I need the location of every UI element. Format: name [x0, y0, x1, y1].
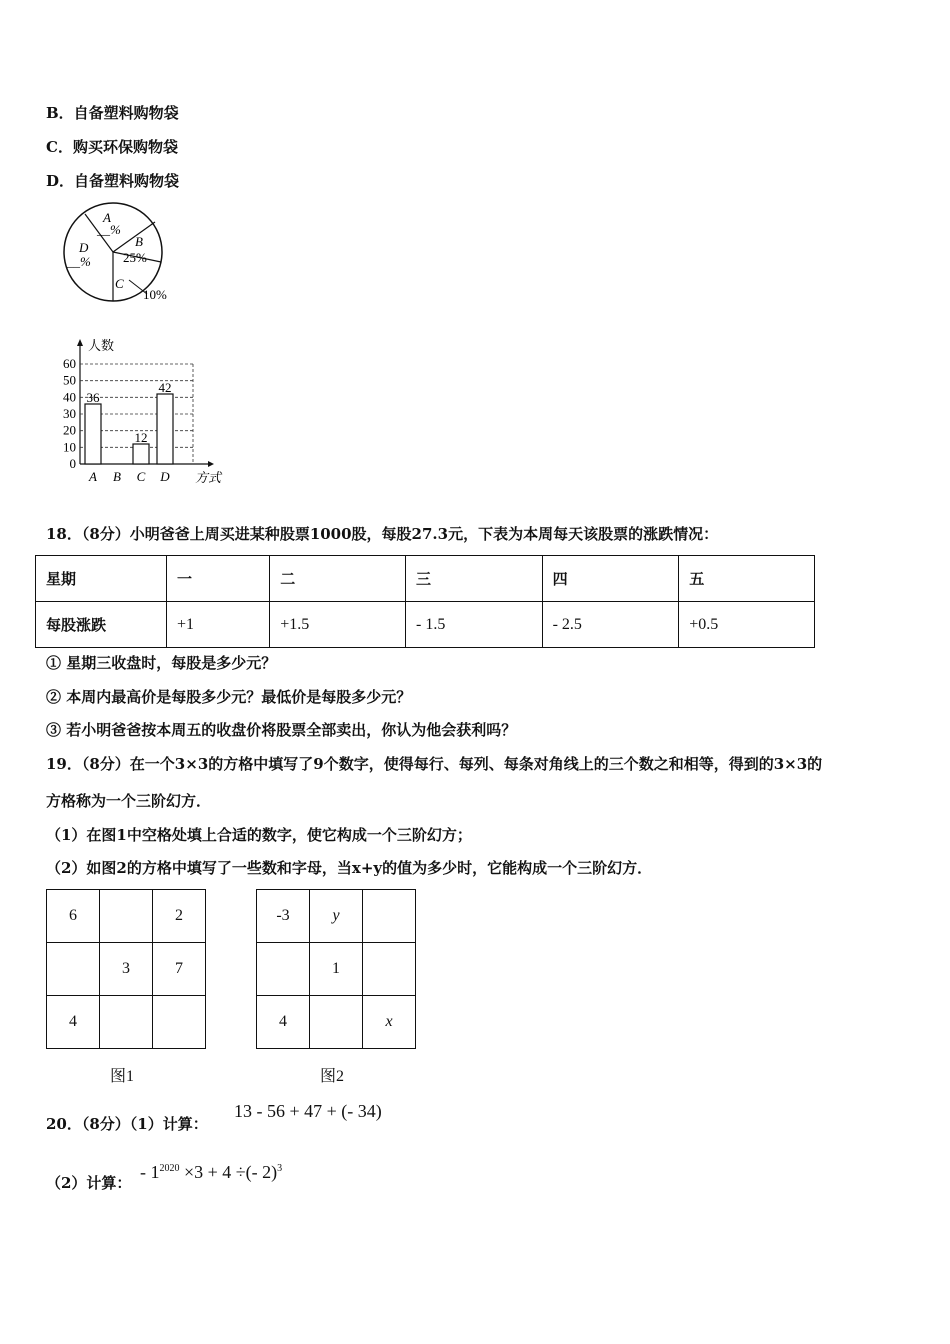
- table-header-row: [36, 556, 815, 602]
- pie-c-value: 10%: [143, 287, 167, 302]
- pie-a-blank: __%: [97, 222, 121, 237]
- table-row: [36, 602, 815, 648]
- stock-table: [35, 555, 815, 648]
- x-tick-label: B: [113, 469, 121, 484]
- y-axis-label: 人数: [88, 339, 115, 354]
- option-c: C．购买环保购物袋: [46, 138, 178, 156]
- table-cell: +1.5: [270, 602, 406, 648]
- fig1-cell: [153, 996, 206, 1049]
- option-b: B．自备塑料购物袋: [46, 104, 179, 122]
- fig1-cell: [100, 890, 153, 943]
- y-tick-label: 0: [69, 456, 76, 471]
- x-tick-label: A: [89, 469, 97, 484]
- pie-a-label: A: [103, 210, 111, 225]
- fig1-cell: 2: [153, 890, 206, 943]
- bar-C: [133, 444, 149, 464]
- fig1-caption: 图1: [110, 1068, 135, 1085]
- x-tick-label: D: [160, 469, 170, 484]
- table-cell: - 2.5: [542, 602, 679, 648]
- fig1-cell: 6: [47, 890, 100, 943]
- expr2-pre: - 1: [140, 1162, 160, 1182]
- magic-square-fig2: [256, 889, 416, 1049]
- x-tick-label: C: [136, 469, 146, 484]
- pie-b-label: B: [135, 234, 143, 249]
- magic-square-fig1: [46, 889, 206, 1049]
- y-tick-label: 60: [63, 356, 76, 371]
- fig2-caption: 图2: [320, 1068, 345, 1085]
- q20-expr2: [140, 1162, 282, 1183]
- header-cell: 一: [167, 556, 270, 602]
- q20-label2: （2）计算：: [46, 1174, 132, 1192]
- bar-D: [157, 394, 173, 464]
- expr2-mid: ×3 + 4 ÷(- 2): [179, 1162, 278, 1182]
- fig2-cell: [363, 890, 416, 943]
- header-cell: 五: [679, 556, 815, 602]
- y-tick-label: 20: [63, 422, 76, 438]
- bar-value-label: 12: [134, 430, 148, 445]
- q18-sub3: ③ 若小明爸爸按本周五的收盘价将股票全部卖出，你认为他会获利吗？: [46, 721, 517, 739]
- pie-chart: [55, 200, 185, 310]
- y-tick-label: 50: [63, 372, 76, 388]
- q18-intro: 18．（8分）小明爸爸上周买进某种股票1000股，每股27.3元，下表为本周每天该股票的涨跌情况：: [46, 525, 719, 543]
- fig2-cell: 1: [310, 943, 363, 996]
- q18-sub2: ② 本周内最高价是每股多少元？最低价是每股多少元？: [46, 688, 412, 706]
- q19-part1: （1）在图1中空格处填上合适的数字，使它构成一个三阶幻方；: [46, 826, 472, 844]
- expr2-exp2: 3: [277, 1163, 283, 1174]
- bar-A: [85, 404, 101, 464]
- q19-line1: 19．（8分）在一个3×3的方格中填写了9个数字，使得每行、每列、每条对角线上的三个数之和相等，得到的3×3的: [46, 755, 823, 773]
- bar-chart: [50, 336, 240, 491]
- pie-d-blank: __%: [67, 254, 91, 269]
- table-cell: +1: [167, 602, 270, 648]
- y-tick-label: 30: [63, 406, 76, 421]
- fig1-cell: 4: [47, 996, 100, 1049]
- q19-line2: 方格称为一个三阶幻方．: [46, 792, 212, 810]
- fig2-cell: x: [363, 996, 416, 1049]
- fig1-cell: 3: [100, 943, 153, 996]
- fig1-cell: 7: [153, 943, 206, 996]
- fig2-cell: [363, 943, 416, 996]
- fig2-cell: 4: [257, 996, 310, 1049]
- bar-value-label: 42: [158, 380, 172, 395]
- header-cell: 三: [406, 556, 543, 602]
- table-cell: - 1.5: [406, 602, 543, 648]
- header-cell: 二: [270, 556, 406, 602]
- y-tick-label: 40: [63, 389, 76, 405]
- fig2-cell: [257, 943, 310, 996]
- fig2-cell: [310, 996, 363, 1049]
- pie-c-label: C: [115, 276, 124, 291]
- q18-sub1: ① 星期三收盘时，每股是多少元？: [46, 654, 277, 672]
- pie-b-value: 25%: [123, 250, 147, 265]
- header-cell: 四: [542, 556, 679, 602]
- pie-d-label: D: [79, 240, 89, 255]
- header-cell: 星期: [36, 556, 167, 602]
- q20-expr1: 13 - 56 + 47 + (- 34): [234, 1101, 382, 1121]
- q20-label1: 20．（8分）（1）计算：: [46, 1115, 208, 1133]
- option-d: D．自备塑料购物袋: [46, 172, 180, 190]
- x-axis-label: 方式: [195, 471, 222, 486]
- q19-part2: （2）如图2的方格中填写了一些数和字母，当x+y的值为多少时，它能构成一个三阶幻方．: [46, 859, 653, 877]
- fig1-cell: [100, 996, 153, 1049]
- expr2-exp: 2020: [159, 1163, 180, 1174]
- y-tick-label: 10: [63, 439, 76, 455]
- fig1-cell: [47, 943, 100, 996]
- bar-value-label: 36: [86, 390, 100, 405]
- table-cell: +0.5: [679, 602, 815, 648]
- fig2-cell: y: [310, 890, 363, 943]
- fig2-cell: -3: [257, 890, 310, 943]
- row-label: 每股涨跌: [36, 602, 167, 648]
